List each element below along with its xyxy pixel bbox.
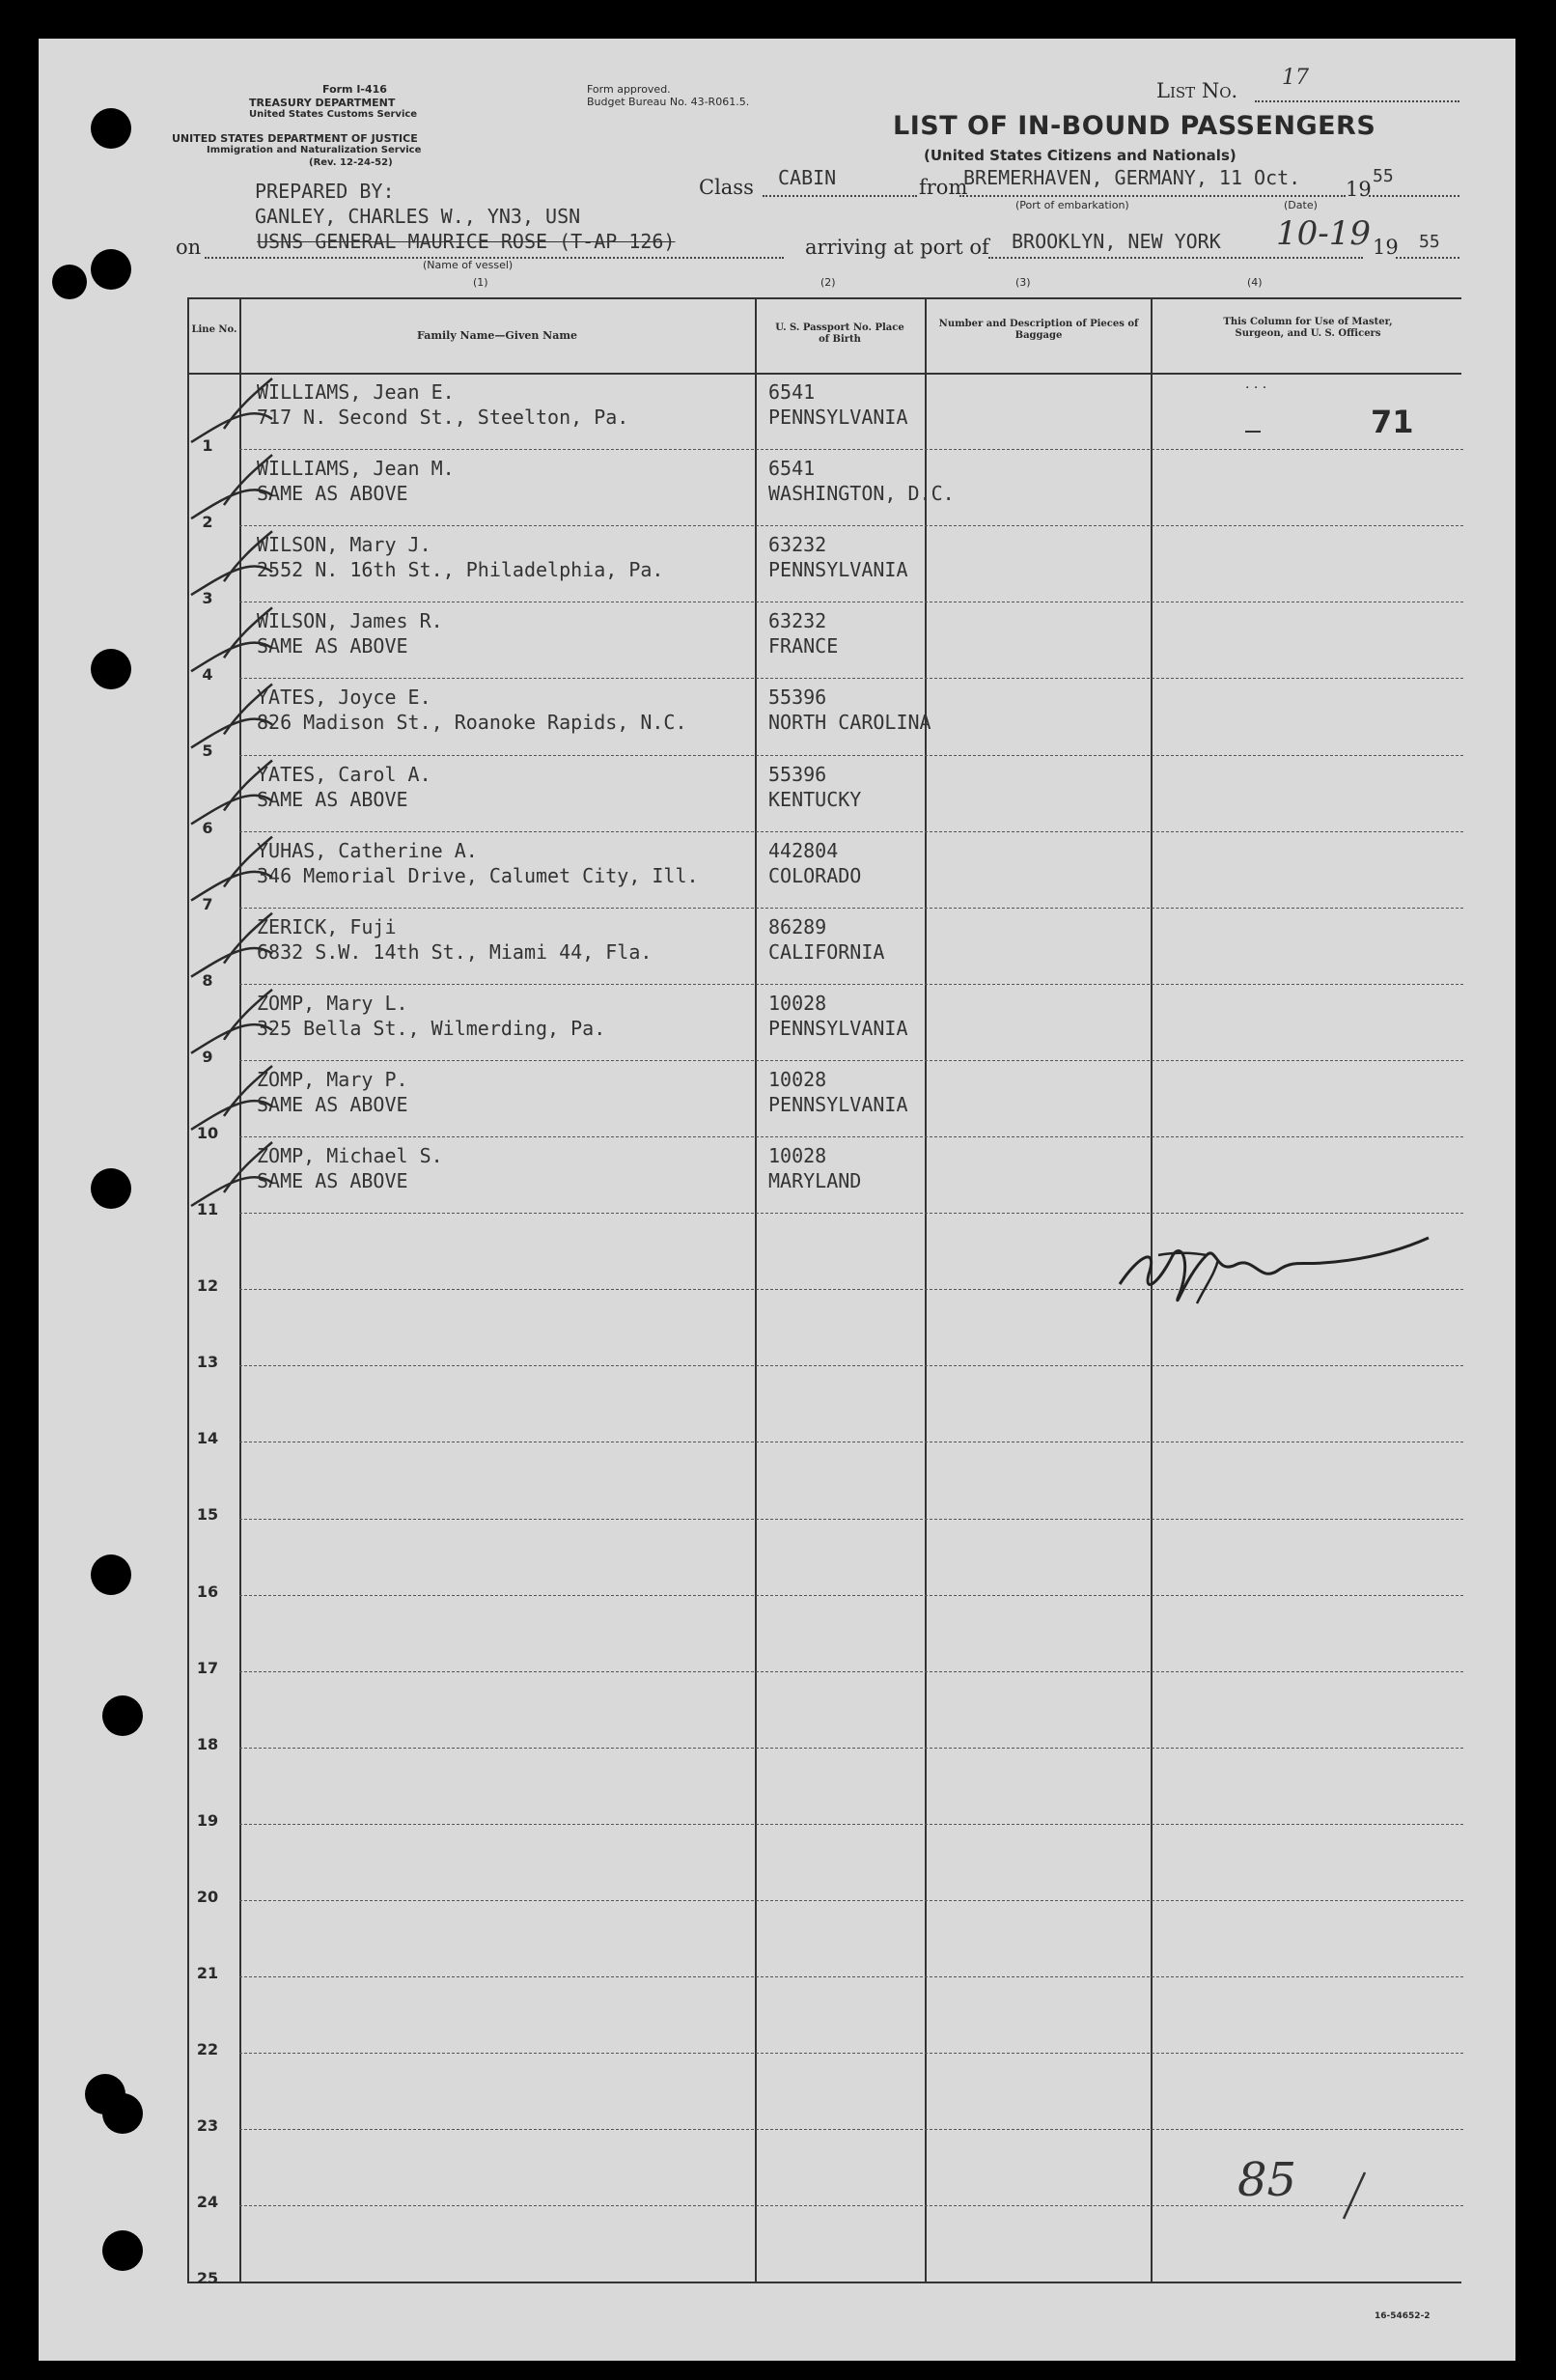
passenger-address: SAME AS ABOVE — [257, 787, 408, 811]
officer-count: 71 — [1371, 404, 1414, 440]
class-value: CABIN — [778, 166, 837, 189]
row-line — [239, 1365, 1463, 1366]
row-line — [239, 831, 1463, 832]
line-number: 6 — [202, 818, 213, 837]
passport-number: 6541 — [768, 380, 816, 404]
passenger-address: SAME AS ABOVE — [257, 1169, 408, 1192]
passenger-name: ZOMP, Mary P. — [257, 1067, 408, 1091]
row-line — [239, 1976, 1463, 1977]
arrival-year-prefix: 19 — [1373, 236, 1399, 259]
line-number: 23 — [196, 2116, 219, 2136]
line-number: 4 — [202, 665, 213, 685]
passenger-address: 346 Memorial Drive, Calumet City, Ill. — [257, 863, 699, 887]
line-number: 8 — [202, 970, 213, 990]
list-no-line — [1255, 100, 1459, 102]
col-head-passport: U. S. Passport No. Place of Birth — [775, 322, 904, 345]
header-separator — [187, 373, 1461, 375]
year-prefix: 19 — [1346, 178, 1372, 201]
row-line — [239, 1671, 1463, 1672]
department-of-justice: UNITED STATES DEPARTMENT OF JUSTICE — [172, 132, 418, 145]
row-line — [239, 449, 1463, 450]
year-line — [1369, 195, 1459, 197]
punch-hole — [102, 2093, 143, 2134]
preparer-name: GANLEY, CHARLES W., YN3, USN — [255, 205, 581, 228]
punch-hole — [102, 2230, 143, 2271]
line-number: 3 — [202, 589, 213, 608]
punch-hole — [91, 1168, 131, 1209]
passport-number: 55396 — [768, 686, 827, 710]
row-line — [239, 1519, 1463, 1520]
from-value: BREMERHAVEN, GERMANY, 11 Oct. — [963, 166, 1301, 189]
row-line — [239, 525, 1463, 526]
treasury-department: TREASURY DEPARTMENT — [249, 97, 396, 109]
revision-date: (Rev. 12-24-52) — [309, 157, 393, 168]
arrival-year-line — [1396, 257, 1459, 259]
officer-dash — [1245, 431, 1261, 433]
punch-hole — [91, 108, 131, 149]
passenger-name: ZOMP, Michael S. — [257, 1144, 443, 1167]
line-number: 15 — [196, 1505, 219, 1525]
col-head-baggage: Number and Description of Pieces of Baggage — [938, 319, 1139, 341]
row-line — [239, 1213, 1463, 1214]
place-of-birth: NORTH CAROLINA — [768, 711, 931, 735]
place-of-birth: PENNSYLVANIA — [768, 406, 908, 429]
row-line — [239, 908, 1463, 909]
line-number: 18 — [196, 1734, 219, 1753]
passport-number: 86289 — [768, 914, 827, 938]
place-of-birth: WASHINGTON, D.C. — [768, 482, 955, 506]
year-suffix: 55 — [1373, 166, 1394, 186]
vessel-caption: (Name of vessel) — [423, 259, 514, 271]
page-title: LIST OF IN-BOUND PASSENGERS — [893, 111, 1376, 141]
place-of-birth: PENNSYLVANIA — [768, 1016, 908, 1040]
passenger-address: 6832 S.W. 14th St., Miami 44, Fla. — [257, 939, 653, 964]
passport-number: 55396 — [768, 762, 827, 786]
date-caption: (Date) — [1284, 199, 1318, 211]
footer-slash — [1336, 2167, 1375, 2225]
passenger-name: YUHAS, Catherine A. — [257, 838, 478, 862]
col-head-line: Line No. — [191, 324, 237, 335]
col-head-name: Family Name—Given Name — [417, 329, 577, 342]
form-approved: Form approved. — [587, 83, 671, 96]
punch-hole — [91, 649, 131, 689]
on-label: on — [176, 236, 202, 259]
passenger-name: WILLIAMS, Jean E. — [257, 380, 455, 404]
row-line — [239, 1748, 1463, 1749]
table-bottom-border — [187, 2282, 1461, 2283]
passport-number: 63232 — [768, 533, 827, 557]
arrival-date: 10-19 — [1276, 214, 1372, 253]
passenger-name: WILSON, Mary J. — [257, 533, 431, 557]
line-number: 12 — [196, 1276, 219, 1296]
footer-note: 85 — [1237, 2153, 1297, 2207]
passenger-address: 826 Madison St., Roanoke Rapids, N.C. — [257, 711, 687, 735]
row-line — [239, 2129, 1463, 2130]
customs-service: United States Customs Service — [249, 109, 418, 120]
arrival-line — [988, 257, 1363, 259]
place-of-birth: COLORADO — [768, 863, 862, 887]
passenger-address: 2552 N. 16th St., Philadelphia, Pa. — [257, 558, 664, 582]
passenger-address: SAME AS ABOVE — [257, 1092, 408, 1116]
passport-number: 63232 — [768, 609, 827, 633]
caption-2: (2) — [820, 276, 836, 289]
line-number: 11 — [196, 1200, 219, 1218]
caption-3: (3) — [1015, 276, 1031, 289]
place-of-birth: CALIFORNIA — [768, 939, 885, 964]
passenger-name: WILSON, James R. — [257, 609, 443, 633]
officer-signature — [1100, 1217, 1448, 1323]
from-label: from — [919, 176, 968, 199]
punch-hole — [102, 1695, 143, 1736]
table-top-border — [187, 297, 1461, 299]
arrival-port: BROOKLYN, NEW YORK — [1012, 230, 1221, 253]
passenger-address: SAME AS ABOVE — [257, 482, 408, 506]
form-code: 16-54652-2 — [1375, 2311, 1431, 2321]
passport-number: 10028 — [768, 1144, 827, 1167]
line-number: 1 — [202, 436, 213, 455]
passenger-address: SAME AS ABOVE — [257, 634, 408, 658]
row-line — [239, 1595, 1463, 1596]
passport-number: 10028 — [768, 1067, 827, 1091]
passenger-name: YATES, Carol A. — [257, 762, 431, 786]
place-of-birth: PENNSYLVANIA — [768, 558, 908, 582]
passenger-name: ZOMP, Mary L. — [257, 991, 408, 1015]
punch-hole — [91, 1554, 131, 1595]
class-label: Class — [699, 176, 754, 199]
arrival-year-suffix: 55 — [1419, 232, 1440, 252]
passenger-name: ZERICK, Fuji — [257, 914, 397, 938]
passenger-name: WILLIAMS, Jean M. — [257, 457, 455, 481]
line-number: 17 — [196, 1658, 219, 1677]
line-number: 10 — [196, 1123, 219, 1142]
line-number: 14 — [196, 1429, 219, 1448]
caption-1: (1) — [473, 276, 488, 289]
budget-bureau: Budget Bureau No. 43-R061.5. — [587, 96, 750, 108]
place-of-birth: PENNSYLVANIA — [768, 1092, 908, 1116]
line-number: 24 — [196, 2193, 219, 2212]
place-of-birth: KENTUCKY — [768, 787, 862, 811]
row-line — [239, 1060, 1463, 1061]
form-number: Form I-416 — [322, 83, 387, 96]
passport-number: 442804 — [768, 838, 839, 862]
line-number: 21 — [196, 1964, 219, 1982]
page-subtitle: (United States Citizens and Nationals) — [924, 147, 1236, 164]
prepared-by-label: PREPARED BY: — [255, 180, 395, 203]
arriving-label: arriving at port of — [805, 236, 989, 259]
punch-hole — [91, 249, 131, 290]
place-of-birth: MARYLAND — [768, 1169, 862, 1192]
line-number: 2 — [202, 513, 213, 532]
passport-number: 10028 — [768, 991, 827, 1015]
list-no-label: List No. — [1156, 79, 1238, 102]
passenger-address: 717 N. Second St., Steelton, Pa. — [257, 406, 629, 429]
caption-4: (4) — [1247, 276, 1263, 289]
port-embarkation-caption: (Port of embarkation) — [1015, 199, 1129, 211]
line-number: 22 — [196, 2040, 219, 2059]
line-number: 20 — [196, 1887, 219, 1906]
line-number: 5 — [202, 742, 213, 761]
line-number: 7 — [202, 894, 213, 913]
line-number: 13 — [196, 1353, 219, 1372]
line-number: 25 — [196, 2269, 219, 2288]
line-number: 9 — [202, 1047, 213, 1066]
passport-number: 6541 — [768, 457, 816, 481]
row-line — [239, 1824, 1463, 1825]
row-line — [239, 2053, 1463, 2054]
line-number: 16 — [196, 1582, 219, 1601]
place-of-birth: FRANCE — [768, 634, 839, 658]
passenger-name: YATES, Joyce E. — [257, 686, 431, 710]
officer-dots: . . . — [1245, 377, 1267, 392]
row-line — [239, 984, 1463, 985]
list-no-value: 17 — [1282, 66, 1309, 90]
punch-hole — [52, 265, 87, 299]
from-line — [959, 195, 1346, 197]
vessel-name: USNS GENERAL MAURICE ROSE (T-AP 126) — [257, 230, 676, 253]
row-line — [239, 1136, 1463, 1137]
immigration-service: Immigration and Naturalization Service — [207, 145, 422, 155]
class-line — [763, 195, 917, 197]
col-head-officers: This Column for Use of Master, Surgeon, and U. S. Officers — [1223, 317, 1393, 339]
passenger-address: 325 Bella St., Wilmerding, Pa. — [257, 1016, 606, 1040]
row-line — [239, 755, 1463, 756]
row-line — [239, 1900, 1463, 1901]
row-line — [239, 678, 1463, 679]
line-number: 19 — [196, 1810, 219, 1830]
